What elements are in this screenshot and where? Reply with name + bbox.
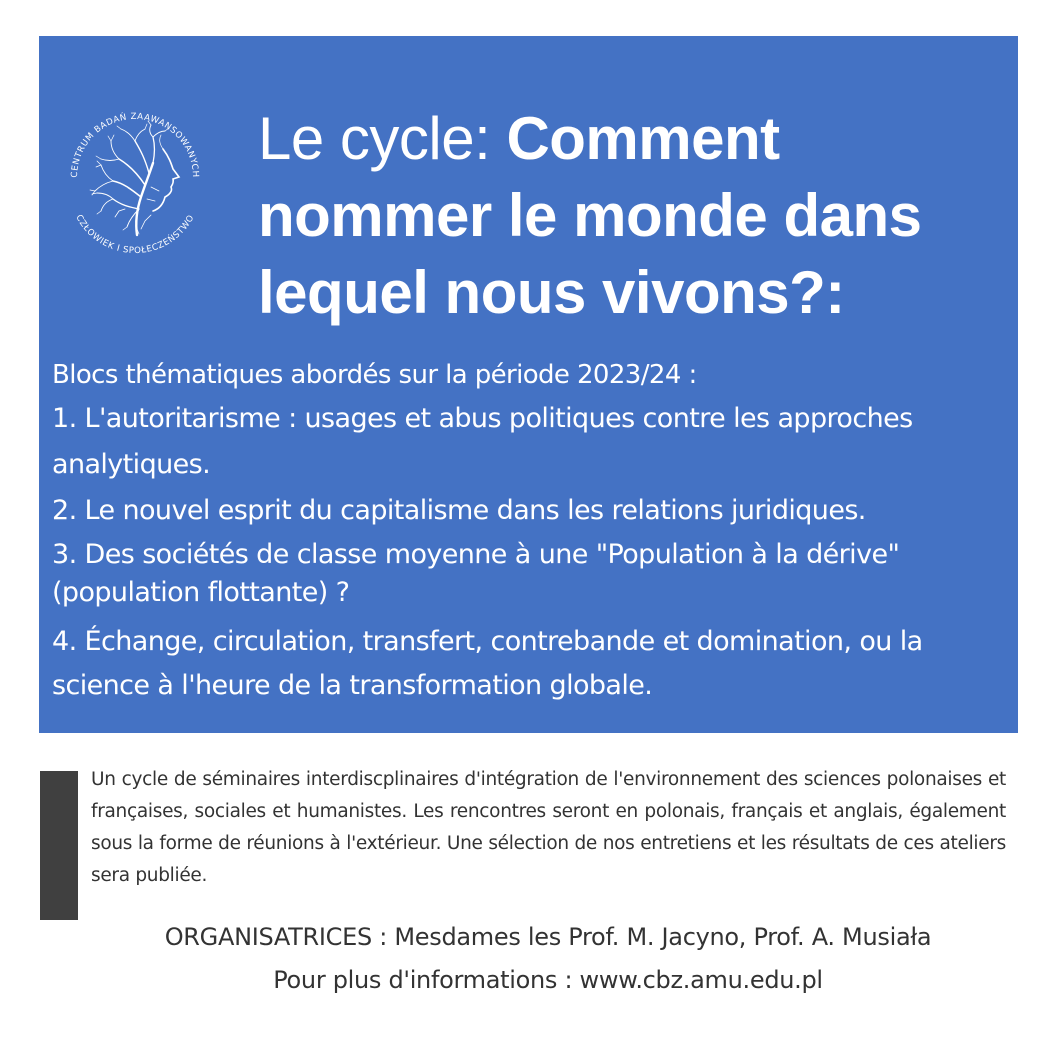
topic-item-1: 1. L'autoritarisme : usages et abus politiques contre les approches analytiques. xyxy=(52,403,913,480)
logo-bottom-text: CZŁOWIEK I SPOŁECZEŃSTWO xyxy=(73,213,197,257)
more-info-line: Pour plus d'informations : www.cbz.amu.edu.pl xyxy=(273,966,823,994)
logo-top-text: CENTRUM BADAŃ ZAAWANSOWANYCH xyxy=(69,111,201,178)
seminar-description: Un cycle de séminaires interdiscplinaires d'intégration de l'environnement des sciences polonaises et françaises, sociales et humanistes. Les rencontres seront en polonais, français et anglais, également sous la forme de réunions à l'extérieur. Une sélection de nos entretiens et les résultats de ces ateliers sera publiée. xyxy=(91,769,1006,886)
topic-item-2: 2. Le nouvel esprit du capitalisme dans les relations juridiques. xyxy=(52,495,866,526)
topics-intro: Blocs thématiques abordés sur la période 2023/24 : xyxy=(52,360,697,390)
cycle-title xyxy=(258,100,998,331)
title-main: Comment nommer le monde dans lequel nous vivons?: xyxy=(258,105,922,326)
title-prefix: Le cycle: xyxy=(258,105,507,172)
tree-head-icon xyxy=(90,121,179,235)
topic-item-4: 4. Échange, circulation, transfert, contrebande et domination, ou la science à l'heure de la transformation globale. xyxy=(52,626,923,701)
topic-item-3: 3. Des sociétés de classe moyenne à une "Population à la dérive" (population flottante) ? xyxy=(52,539,900,608)
cbz-logo xyxy=(55,97,215,257)
accent-bar xyxy=(40,771,78,920)
thematic-blocks xyxy=(52,356,1012,710)
organizers-line: ORGANISATRICES : Mesdames les Prof. M. Jacyno, Prof. A. Musiała xyxy=(164,923,932,951)
